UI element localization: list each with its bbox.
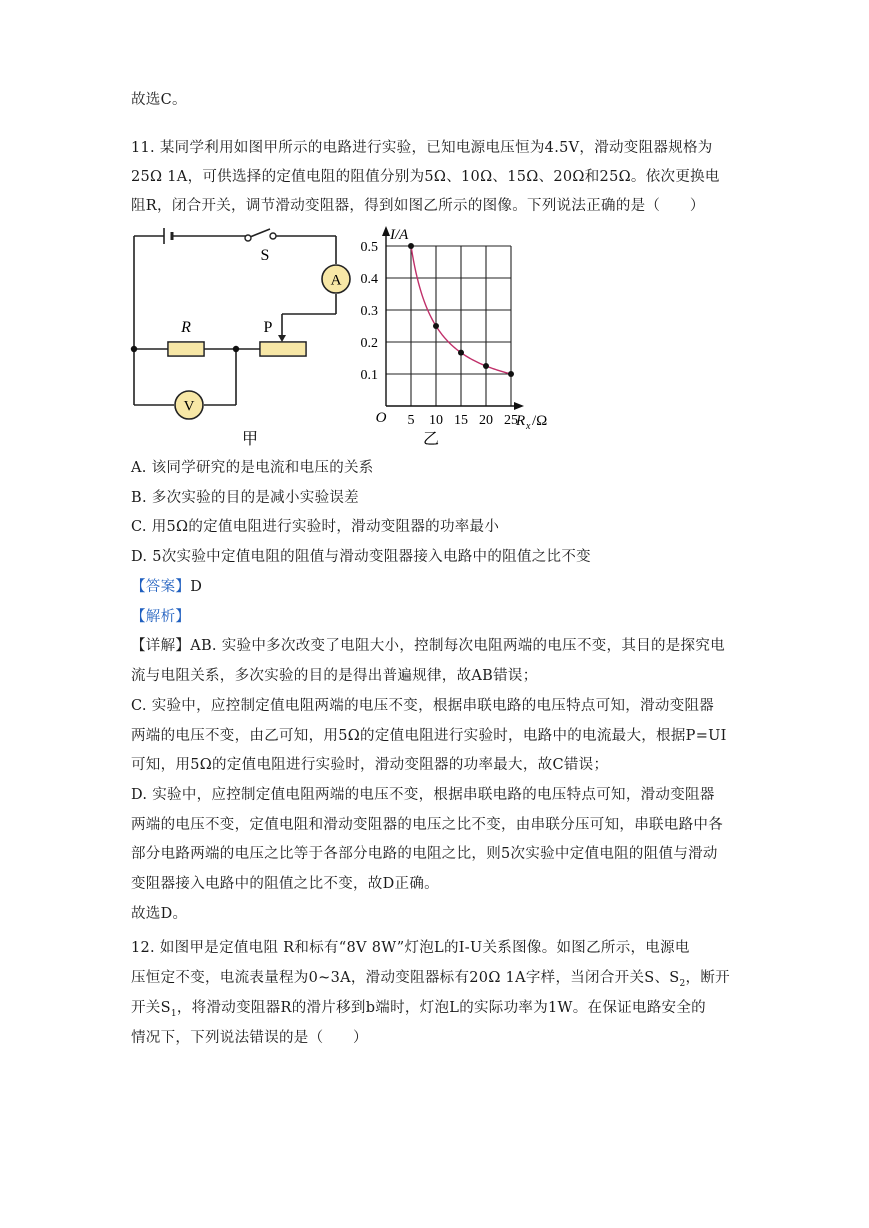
detail-line: 故选D。 xyxy=(131,906,188,922)
x-axis-label-sub: x xyxy=(526,421,531,432)
q12-text: ，将滑动变阻器R的滑片移到b端时，灯泡L的实际功率为1W。在保证电路安全的 xyxy=(176,1000,706,1016)
q12-text: 压恒定不变，电流表量程为0~3A，滑动变阻器标有20Ω 1A字样，当闭合开关S、S xyxy=(131,970,680,986)
data-point xyxy=(508,371,514,377)
x-tick-label: 20 xyxy=(479,413,493,428)
y-tick-label: 0.2 xyxy=(360,336,378,351)
data-point xyxy=(483,363,489,369)
text-line: 故选C。 xyxy=(131,92,187,108)
i-r-graph xyxy=(361,226,548,448)
question-12-line: 12. 如图甲是定值电阻 R和标有“8V 8W”灯泡L的I-U关系图像。如图乙所示，电源电 xyxy=(131,940,690,956)
figure-svg xyxy=(128,222,568,452)
y-axis-arrow-icon xyxy=(382,226,390,236)
x-axis-label-main: R xyxy=(516,413,526,429)
detail-text: AB. 实验中多次改变了电阻大小，控制每次电阻两端的电压不变，其目的是探究电 xyxy=(190,638,725,654)
rheostat-label: P xyxy=(263,319,273,336)
data-point xyxy=(408,243,414,249)
detail-line: 两端的电压不变，定值电阻和滑动变阻器的电压之比不变，由串联分压可知，串联电路中各 xyxy=(131,817,723,833)
detail-line: 两端的电压不变，由乙可知，用5Ω的定值电阻进行实验时，电路中的电流最大，根据P=UI xyxy=(131,728,727,744)
junction-dot xyxy=(131,346,137,352)
question-11-line: 25Ω 1A，可供选择的定值电阻的阻值分别为5Ω、10Ω、15Ω、20Ω和25Ω。依次更换电 xyxy=(131,169,720,185)
q12-text: ，断开 xyxy=(685,970,730,986)
circuit-parts xyxy=(131,233,350,448)
y-tick-label: 0.4 xyxy=(360,272,378,287)
x-axis-label-unit: /Ω xyxy=(532,413,548,429)
question-11-line: 11. 某同学利用如图甲所示的电路进行实验，已知电源电压恒为4.5V，滑动变阻器规格为 xyxy=(131,140,713,156)
answer-tag: 【答案】 xyxy=(131,579,191,595)
graph-caption: 乙 xyxy=(422,431,440,448)
question-12-line xyxy=(131,996,706,1019)
origin-label: O xyxy=(375,410,387,426)
detail-line: 部分电路两端的电压之比等于各部分电路的电阻之比，则5次实验中定值电阻的阻值与滑动 xyxy=(131,846,718,862)
resistor-fill xyxy=(169,343,203,355)
x-axis-arrow-icon xyxy=(514,402,524,410)
detail-line: C. 实验中，应控制定值电阻两端的电压不变，根据串联电路的电压特点可知，滑动变阻器 xyxy=(131,698,715,714)
y-tick-label: 0.5 xyxy=(360,240,378,255)
circuit-diagram xyxy=(134,228,336,405)
question-11-figure xyxy=(128,222,568,456)
subscript: 2 xyxy=(679,978,686,989)
question-11-line: 阻R，闭合开关，调节滑动变阻器，得到如图乙所示的图像。下列说法正确的是（ ） xyxy=(131,198,705,214)
rheostat-fill xyxy=(261,343,305,355)
analysis-tag: 【解析】 xyxy=(131,609,191,625)
switch-contact xyxy=(270,233,276,239)
switch-blade xyxy=(250,229,270,237)
voltmeter-label: V xyxy=(183,398,195,415)
answer-line xyxy=(131,575,202,596)
option-c: C. 用5Ω的定值电阻进行实验时，滑动变阻器的功率最小 xyxy=(131,519,500,535)
circuit-caption: 甲 xyxy=(241,431,259,448)
q12-text: 开关S xyxy=(131,1000,171,1016)
option-d: D. 5次实验中定值电阻的阻值与滑动变阻器接入电路中的阻值之比不变 xyxy=(131,549,591,565)
detail-line: 变阻器接入电路中的阻值之比不变，故D正确。 xyxy=(131,876,439,892)
question-12-line xyxy=(131,966,730,989)
answer-value: D xyxy=(190,579,203,595)
y-tick-label: 0.3 xyxy=(360,304,378,319)
question-12-line: 情况下，下列说法错误的是（ ） xyxy=(131,1030,368,1046)
switch-label: S xyxy=(260,247,270,264)
y-tick-label: 0.1 xyxy=(360,368,378,383)
x-tick-label: 10 xyxy=(429,413,443,428)
y-axis-label: I/A xyxy=(390,227,409,243)
x-tick-label: 25 xyxy=(504,413,518,428)
resistor-label: R xyxy=(181,319,191,336)
option-b: B. 多次实验的目的是减小实验误差 xyxy=(131,490,359,506)
detail-line: D. 实验中，应控制定值电阻两端的电压不变，根据串联电路的电压特点可知，滑动变阻器 xyxy=(131,787,715,803)
detail-line: 可知，用5Ω的定值电阻进行实验时，滑动变阻器的功率最大，故C错误； xyxy=(131,757,609,773)
option-a: A. 该同学研究的是电流和电压的关系 xyxy=(131,460,374,476)
x-tick-label: 5 xyxy=(407,413,415,428)
ammeter-label: A xyxy=(330,272,342,289)
data-point xyxy=(433,323,439,329)
x-tick-label: 15 xyxy=(454,413,468,428)
subscript: 1 xyxy=(170,1008,177,1019)
detail-line xyxy=(131,634,725,655)
detail-line: 流与电阻关系，多次实验的目的是得出普遍规律，故AB错误； xyxy=(131,668,538,684)
slider-arrow-icon xyxy=(278,335,286,342)
data-point xyxy=(458,350,464,356)
switch-contact xyxy=(245,235,251,241)
junction-dot xyxy=(233,346,239,352)
detail-tag: 【详解】 xyxy=(131,638,191,654)
